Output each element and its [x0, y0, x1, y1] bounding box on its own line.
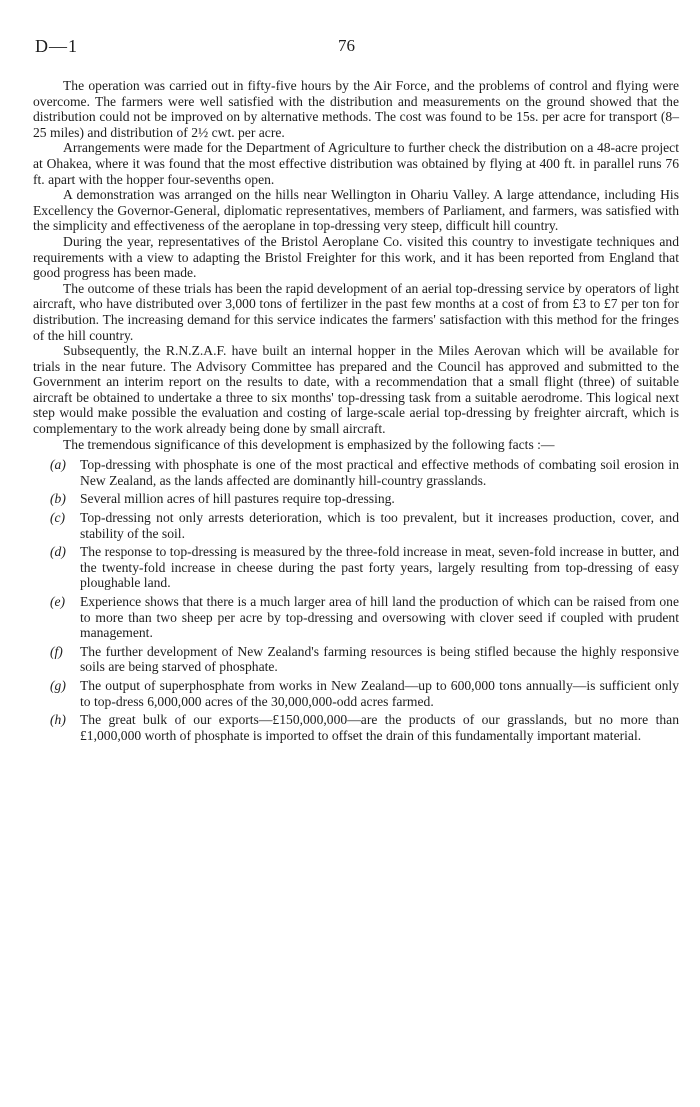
- paragraph: A demonstration was arranged on the hills near Wellington in Ohariu Valley. A large attendance, including His Excellency the Governor-General, diplomatic representatives, members of Parliament, and farmers, was satisfied with the simplicity and effectiveness of the aeroplane in top-dressing very steep, difficult hill country.: [33, 187, 679, 234]
- list-item-label: (b): [50, 491, 66, 507]
- list-item-text: Experience shows that there is a much larger area of hill land the production of which can be raised from one to more than two sheep per acre by top-dressing and oversowing with clover seed if coupled with prudent management.: [80, 594, 679, 641]
- body-text: [33, 78, 679, 746]
- list-item: [33, 644, 679, 675]
- list-item-label: (a): [50, 457, 66, 473]
- list-item-text: The further development of New Zealand's farming resources is being stifled because the highly responsive soils are being starved of phosphate.: [80, 643, 679, 675]
- facts-list: [33, 457, 679, 743]
- list-item-label: (e): [50, 594, 66, 609]
- list-item: [33, 678, 679, 709]
- paragraph: Arrangements were made for the Department of Agriculture to further check the distribution on a 48-acre project at Ohakea, where it was found that the most effective distribution was obtained by flying at 400 ft. in parallel runs 76 ft. apart with the hopper four-sevenths open.: [33, 140, 679, 187]
- list-item: [33, 457, 679, 488]
- paragraph: During the year, representatives of the Bristol Aeroplane Co. visited this country to investigate techniques and requirements with a view to adapting the Bristol Freighter for this work, and it has been reported from England that good progress has been made.: [33, 233, 679, 281]
- list-item: [33, 491, 679, 507]
- list-item-text: The great bulk of our exports—£150,000,000—are the products of our grasslands, but no more than £1,000,000 worth of phosphate is imported to offset the drain of this fundamentally important material.: [80, 712, 679, 743]
- facts-intro: The tremendous significance of this development is emphasized by the following facts :—: [63, 436, 555, 452]
- list-item-label: (f): [50, 643, 63, 659]
- document-reference: D—1: [35, 36, 78, 56]
- page-number: 76: [338, 36, 355, 55]
- list-item: [33, 712, 679, 743]
- paragraph: Subsequently, the R.N.Z.A.F. have built an internal hopper in the Miles Aerovan which will be available for trials in the near future. The Advisory Committee has prepared and the Council has approved and submitted to the Government an interim report on the results to date, with a recommendation that a small flight (three) of suitable aircraft be obtained to undertake a three to six months' top-dressing task from a suitable aerodrome. This logical next step would make possible the evaluation and costing of large-scale aerial top-dressing by freighter aircraft, which is complementary to the work already being done by small aircraft.: [33, 343, 679, 437]
- paragraph: The outcome of these trials has been the rapid development of an aerial top-dressing service by operators of light aircraft, who have distributed over 3,000 tons of fertilizer in the past few months at a cost of from £3 to £7 per ton for distribution. The increasing demand for this service indicates the farmers' satisfaction with this method for the fringes of the hill country.: [33, 280, 679, 343]
- list-item-label: (g): [50, 677, 66, 693]
- list-item-label: (h): [50, 712, 66, 728]
- list-item-text: The output of superphosphate from works in New Zealand—up to 600,000 tons annually—is sufficient only to top-dress 6,000,000 acres of the 30,000,000-odd acres farmed.: [80, 677, 679, 709]
- list-item-label: (d): [50, 544, 66, 560]
- list-item-text: Top-dressing with phosphate is one of the most practical and effective methods of combating soil erosion in New Zealand, as the lands affected are dominantly hill-country grasslands.: [80, 457, 679, 488]
- list-item: [33, 594, 679, 641]
- list-item-text: Top-dressing not only arrests deterioration, which is too prevalent, but it increases production, cover, and stability of the soil.: [80, 510, 679, 541]
- list-item-text: Several million acres of hill pastures require top-dressing.: [80, 491, 395, 507]
- list-item: [33, 510, 679, 541]
- list-item-label: (c): [50, 510, 66, 526]
- list-item-text: The response to top-dressing is measured by the three-fold increase in meat, seven-fold increase in butter, and the twenty-fold increase in cheese during the past forty years, largely resulting from top-dressing of easy ploughable land.: [80, 544, 679, 591]
- paragraph: The operation was carried out in fifty-five hours by the Air Force, and the problems of control and flying were overcome. The farmers were well satisfied with the distribution and measurements on the ground showed that the distribution could not be improved on by alternative methods. The cost was found to be 15s. per acre for transport (8–25 miles) and distribution of 2½ cwt. per acre.: [33, 78, 679, 140]
- list-item: [33, 544, 679, 591]
